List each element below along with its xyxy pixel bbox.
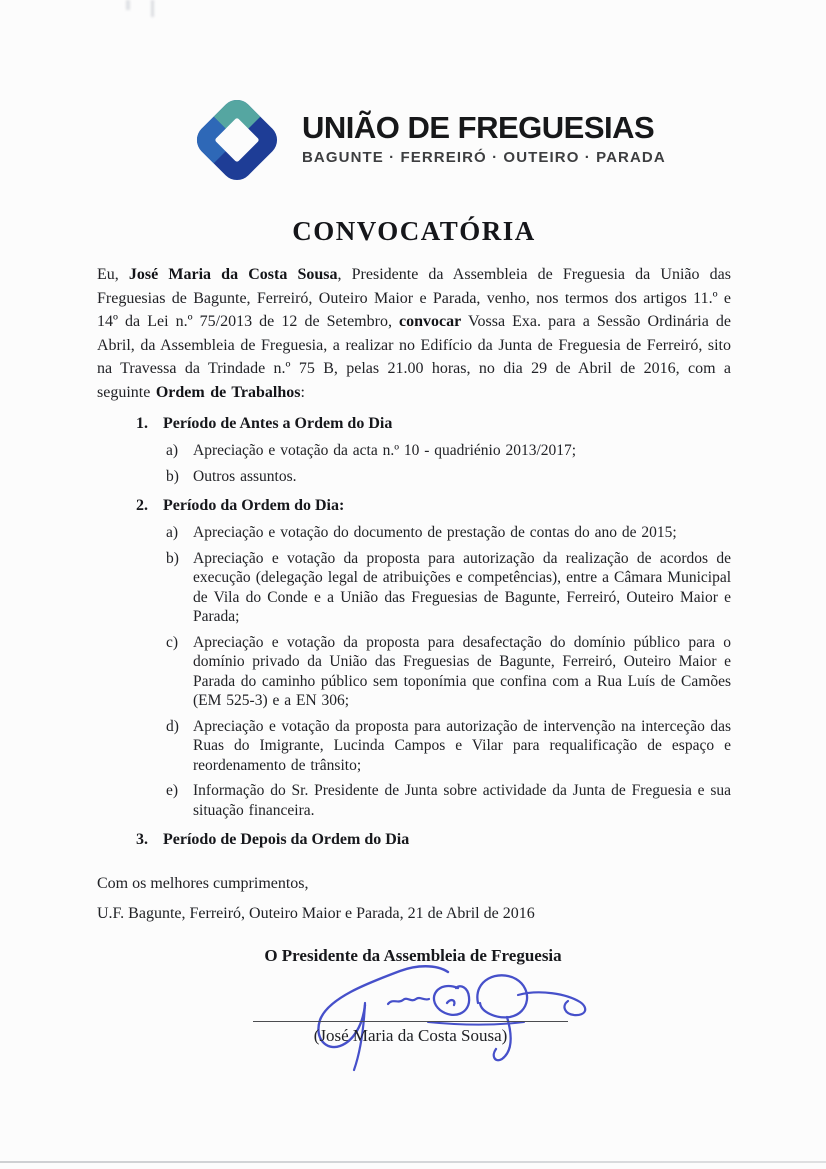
intro-text: Eu, (97, 266, 129, 283)
agenda-list (97, 412, 731, 851)
item-letter: b) (166, 467, 179, 485)
signature-title: O Presidente da Assembleia de Freguesia (264, 946, 562, 965)
agenda-heading: Período de Depois da Ordem do Dia (163, 831, 410, 848)
agenda-item (166, 523, 731, 543)
item-letter: b) (166, 549, 179, 567)
agenda-heading-row (136, 494, 731, 517)
item-letter: d) (166, 717, 179, 735)
agenda-item (166, 781, 731, 820)
agenda-item (166, 717, 731, 776)
document-title: CONVOCATÓRIA (292, 216, 536, 246)
item-letter: a) (166, 524, 179, 541)
agenda-heading-row (136, 412, 731, 435)
intro-text: Vossa Exa. para a Sessão Ordinária de Abril, da Assembleia de Freguesia, a realizar no Edifício da Junta de Freguesia de Ferreiró, sito na Travessa da Trindade n.º 75 B, pelas 21.00 horas, no dia 29 de Abril de 2016, com a seguinte (97, 313, 731, 401)
item-letter: c) (166, 633, 179, 651)
item-text: Apreciação e votação da proposta para autorização de intervenção na interceção das Ruas do Imigrante, Lucinda Campos e Vilar para requalificação de espaço e reordenamento de trânsito; (193, 717, 731, 774)
agenda-section-3 (97, 828, 731, 851)
logo-text (302, 112, 666, 166)
scan-artifact-top (151, 0, 154, 17)
item-text: Apreciação e votação da proposta para autorização da realização de acordos de execução (delegação legal de atribuições e competências), entre a Câmara Municipal de Vila do Conde e a União das Freguesias de Bagunte, Ferreiró, Outeiro Maior e Parada; (193, 549, 731, 625)
item-text: Outros assuntos. (193, 467, 297, 485)
agenda-number: 1. (136, 415, 148, 432)
intro-text: : (300, 383, 305, 401)
item-text: Apreciação e votação do documento de prestação de contas do ano de 2015; (193, 524, 677, 541)
intro-text: , Presidente da Assembleia de Freguesia da União das Freguesias de Bagunte, Ferreiró, Outeiro Maior e Parada, venho, nos termos dos artigos 11.º e 14º da Lei n.º 75/2013 de 12 de Setembro, (97, 266, 731, 330)
item-text: Apreciação e votação da proposta para desafectação do domínio público para o domínio privado da União das Freguesias de Bagunte, Ferreiró, Outeiro Maior e Parada do caminho público sem toponímia que confina com a Rua Luís de Camões (EM 525-3) e a EN 306; (193, 633, 731, 709)
signer-name-bold: José Maria da Costa Sousa (128, 266, 338, 283)
signature-name: (José Maria da Costa Sousa) (313, 1026, 508, 1045)
agenda-section-2 (97, 494, 731, 820)
agenda-number: 2. (136, 497, 148, 514)
convocar-bold: convocar (399, 313, 462, 330)
logo-diamond-icon (185, 90, 289, 190)
closing-salutation: Com os melhores cumprimentos, (97, 875, 309, 892)
logo (185, 90, 731, 190)
agenda-item (166, 633, 731, 711)
item-letter: a) (166, 442, 179, 459)
closing-place-date: U.F. Bagunte, Ferreiró, Outeiro Maior e Parada, 21 de Abril de 2016 (97, 905, 535, 922)
agenda-item (166, 441, 731, 461)
logo-title: UNIÃO DE FREGUESIAS (302, 110, 655, 145)
signature-line (253, 1021, 568, 1046)
item-text: Apreciação e votação da acta n.º 10 - quadriénio 2013/2017; (193, 442, 577, 459)
agenda-heading: Período da Ordem do Dia: (163, 497, 345, 514)
intro-paragraph (97, 263, 731, 404)
logo-subtitle: BAGUNTE · FERREIRÓ · OUTEIRO · PARADA (302, 148, 666, 166)
agenda-heading-row (136, 828, 731, 851)
agenda-item (166, 549, 731, 627)
item-letter: e) (166, 782, 179, 799)
ordem-trabalhos-bold: Ordem de Trabalhos (155, 383, 301, 401)
agenda-section-1 (97, 412, 731, 486)
scan-artifact-bottom-line (0, 1161, 826, 1163)
agenda-heading: Período de Antes a Ordem do Dia (163, 415, 393, 432)
agenda-item (166, 467, 731, 487)
signature-ink (310, 958, 600, 1076)
item-text: Informação do Sr. Presidente de Junta sobre actividade da Junta de Freguesia e sua situação financeira. (193, 782, 731, 819)
agenda-number: 3. (136, 831, 148, 848)
scan-artifact-top (126, 0, 130, 10)
